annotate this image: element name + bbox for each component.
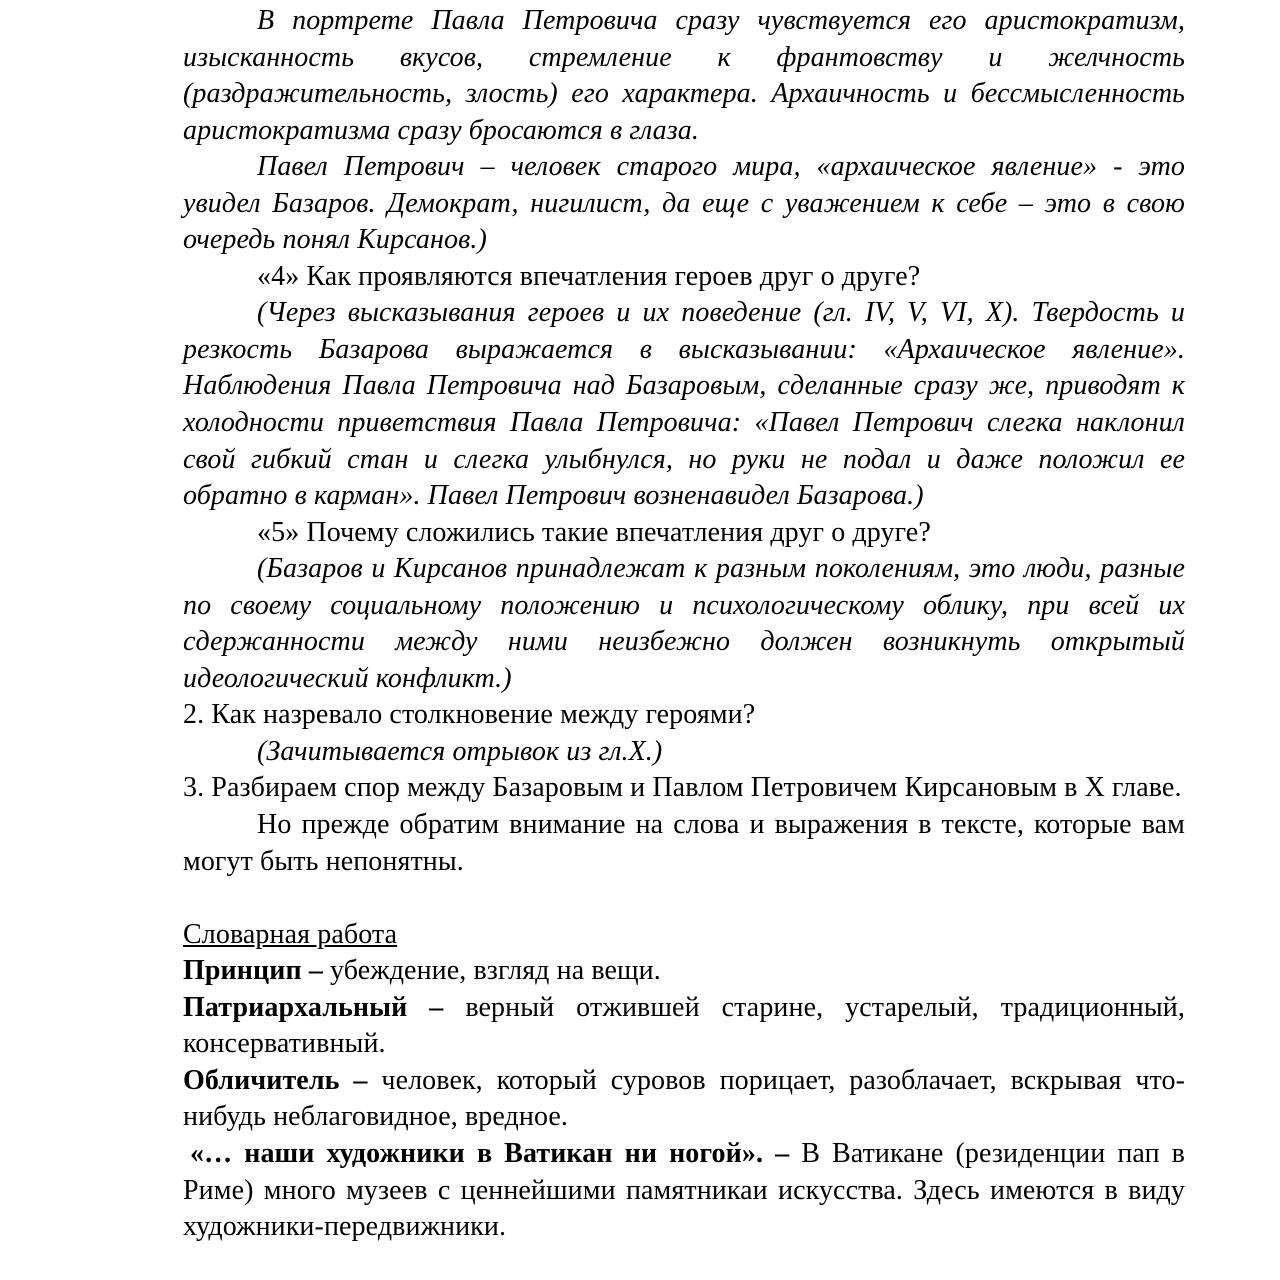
vocab-definition: человек, который суровов порицает, разоблачает, вскрывая что-нибудь неблаговидное, вредное. [183,1064,1185,1133]
vocab-entry-vatican [183,1136,1185,1246]
blank-line [183,880,1185,917]
vocab-definition: В Ватикане (резиденции пап в Риме) много музеев с ценнейшими памятникаи искусства. Здесь имеются в виду художники-передвижники. [183,1137,1185,1243]
vocab-entry-princip [183,953,1185,990]
vocab-entry-patriarhalny [183,990,1185,1063]
document-page [183,3,1185,1246]
vocab-definition: убеждение, взгляд на вещи. [322,955,661,987]
paragraph-transition-note: Но прежде обратим внимание на слова и выражения в тексте, которые вам могут быть непонятны. [183,809,1185,877]
vocab-term: Патриархальный – [183,991,444,1023]
paragraph-answer-5: (Базаров и Кирсанов принадлежат к разным поколениям, это люди, разные по своему социальному положению и психологическому облику, при всей их сдержанности между ними неизбежно должен возникнуть открытый идеологический конфликт.) [183,553,1185,694]
paragraph-question-4: «4» Как проявляются впечатления героев друг о друге? [257,260,921,292]
vocab-entry-oblichitel [183,1063,1185,1136]
paragraph-answer-pavel: Павел Петрович – человек старого мира, «архаическое явление» - это увидел Базаров. Демократ, нигилист, да еще с уважением к себе – это в свою очередь понял Кирсанов.) [183,151,1185,256]
vocab-term: Обличитель – [183,1064,368,1096]
vocab-term: «… наши художники в Ватикан ни ногой». – [190,1137,790,1169]
paragraph-answer-4: (Через высказывания героев и их поведение (гл. IV, V, VI, X). Твердость и резкость Базарова выражается в высказывании: «Архаическое явление». Наблюдения Павла Петровича над Базаровым, сделанные сразу же, приводят к холодности приветствия Павла Петровича: «Павел Петрович слегка наклонил свой гибкий стан и слегка улыбнулся, но руки не подал и даже положил ее обратно в карман». Павел Петрович возненавидел Базарова.) [183,297,1185,512]
vocabulary-heading-text: Словарная работа [183,918,398,950]
paragraph-answer-portrait: В портрете Павла Петровича сразу чувствуется его аристократизм, изысканность вкусов, стремление к франтовству и желчность (раздражительность, злость) его характера. Архаичность и бессмысленность аристократизма сразу бросаются в глаза. [183,5,1185,146]
paragraph-item-3: 3. Разбираем спор между Базаровым и Павлом Петровичем Кирсановым в X главе. [183,772,1182,804]
paragraph-item-2: 2. Как назревало столкновение между героями? [183,699,756,731]
vocabulary-heading [183,917,1185,954]
paragraph-item-2-note: (Зачитывается отрывок из гл.X.) [257,735,663,767]
vocab-term: Принцип – [183,955,323,987]
paragraph-question-5: «5» Почему сложились такие впечатления друг о друге? [257,516,931,548]
vocab-definition: верный отжившей старине, устарелый, традиционный, консервативный. [183,991,1185,1060]
